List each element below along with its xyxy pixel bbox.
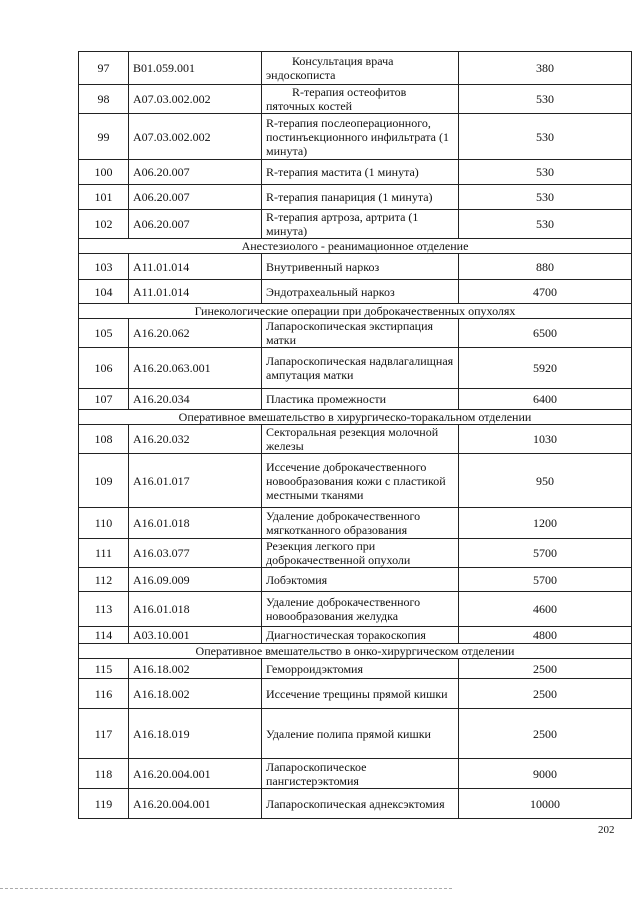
service-name: Резекция легкого при доброкачественной опухоли (262, 539, 459, 568)
table-row (79, 508, 632, 539)
section-heading: Анестезиолого - реанимационное отделение (79, 239, 632, 254)
table-row (79, 679, 632, 709)
table-row (79, 709, 632, 759)
service-code: A16.18.002 (129, 659, 262, 679)
service-code: A16.20.032 (129, 425, 262, 454)
table-row (79, 592, 632, 627)
service-code: A16.20.063.001 (129, 348, 262, 389)
service-price: 530 (459, 210, 632, 239)
service-price: 880 (459, 254, 632, 280)
service-code: A16.20.062 (129, 319, 262, 348)
table-row (79, 389, 632, 410)
service-name: Удаление полипа прямой кишки (262, 709, 459, 759)
service-code: A07.03.002.002 (129, 85, 262, 114)
table-row (79, 568, 632, 592)
table-row (79, 254, 632, 280)
service-code: A06.20.007 (129, 160, 262, 185)
row-number: 111 (79, 539, 129, 568)
row-number: 97 (79, 52, 129, 85)
service-code: A16.20.004.001 (129, 759, 262, 789)
section-row (79, 239, 632, 254)
service-code: A11.01.014 (129, 254, 262, 280)
service-price: 5700 (459, 539, 632, 568)
row-number: 102 (79, 210, 129, 239)
service-name: R-терапия панариция (1 минута) (262, 185, 459, 210)
service-code: A06.20.007 (129, 210, 262, 239)
service-price: 530 (459, 185, 632, 210)
service-price: 5700 (459, 568, 632, 592)
service-price: 4600 (459, 592, 632, 627)
table-row (79, 114, 632, 160)
service-price: 10000 (459, 789, 632, 819)
service-name: Иссечение доброкачественного новообразования кожи с пластикой местными тканями (262, 454, 459, 508)
table-row (79, 789, 632, 819)
row-number: 112 (79, 568, 129, 592)
service-price: 4700 (459, 280, 632, 304)
price-table (78, 51, 632, 819)
section-heading: Оперативное вмешательство в онко-хирургическом отделении (79, 644, 632, 659)
service-price: 1030 (459, 425, 632, 454)
service-name: R-терапия послеоперационного, постинъекционного инфильтрата (1 минута) (262, 114, 459, 160)
row-number: 117 (79, 709, 129, 759)
table-row (79, 454, 632, 508)
service-price: 2500 (459, 709, 632, 759)
service-name: Секторальная резекция молочной железы (262, 425, 459, 454)
service-price: 530 (459, 85, 632, 114)
row-number: 107 (79, 389, 129, 410)
service-name: Удаление доброкачественного новообразования желудка (262, 592, 459, 627)
table-row (79, 759, 632, 789)
service-code: A16.18.002 (129, 679, 262, 709)
service-code: B01.059.001 (129, 52, 262, 85)
table-row (79, 627, 632, 644)
table-row (79, 160, 632, 185)
service-code: A16.09.009 (129, 568, 262, 592)
service-code: A16.03.077 (129, 539, 262, 568)
table-row (79, 52, 632, 85)
service-name: Эндотрахеальный наркоз (262, 280, 459, 304)
service-code: A16.20.034 (129, 389, 262, 410)
section-heading: Гинекологические операции при доброкачественных опухолях (79, 304, 632, 319)
row-number: 109 (79, 454, 129, 508)
row-number: 99 (79, 114, 129, 160)
service-name: Удаление доброкачественного мягкотканного образования (262, 508, 459, 539)
service-code: A16.01.018 (129, 508, 262, 539)
service-price: 9000 (459, 759, 632, 789)
row-number: 113 (79, 592, 129, 627)
row-number: 104 (79, 280, 129, 304)
service-code: A03.10.001 (129, 627, 262, 644)
service-name: Пластика промежности (262, 389, 459, 410)
service-code: A16.01.017 (129, 454, 262, 508)
service-name: R-терапия остеофитов пяточных костей (262, 85, 459, 114)
table-row (79, 319, 632, 348)
service-code: A07.03.002.002 (129, 114, 262, 160)
service-name: Лапароскопическая надвлагалищная ампутация матки (262, 348, 459, 389)
service-price: 2500 (459, 659, 632, 679)
service-code: A16.18.019 (129, 709, 262, 759)
page-number: 202 (598, 824, 615, 836)
table-row (79, 210, 632, 239)
service-code: A16.20.004.001 (129, 789, 262, 819)
service-price: 1200 (459, 508, 632, 539)
table-row (79, 185, 632, 210)
table-row (79, 280, 632, 304)
service-price: 4800 (459, 627, 632, 644)
section-row (79, 304, 632, 319)
service-price: 6400 (459, 389, 632, 410)
service-code: A16.01.018 (129, 592, 262, 627)
service-name: R-терапия мастита (1 минута) (262, 160, 459, 185)
service-code: A11.01.014 (129, 280, 262, 304)
service-name: Лобэктомия (262, 568, 459, 592)
service-name: Иссечение трещины прямой кишки (262, 679, 459, 709)
service-name: Лапароскопическая экстирпация матки (262, 319, 459, 348)
section-row (79, 644, 632, 659)
service-name: R-терапия артроза, артрита (1 минута) (262, 210, 459, 239)
service-name: Геморроидэктомия (262, 659, 459, 679)
service-price: 5920 (459, 348, 632, 389)
service-price: 530 (459, 114, 632, 160)
service-price: 6500 (459, 319, 632, 348)
footer-rule (0, 888, 452, 889)
service-price: 2500 (459, 679, 632, 709)
row-number: 116 (79, 679, 129, 709)
price-table-body (79, 52, 632, 819)
row-number: 110 (79, 508, 129, 539)
service-code: A06.20.007 (129, 185, 262, 210)
section-row (79, 410, 632, 425)
service-name: Диагностическая торакоскопия (262, 627, 459, 644)
table-row (79, 425, 632, 454)
row-number: 106 (79, 348, 129, 389)
table-row (79, 348, 632, 389)
row-number: 119 (79, 789, 129, 819)
row-number: 105 (79, 319, 129, 348)
service-name: Внутривенный наркоз (262, 254, 459, 280)
row-number: 114 (79, 627, 129, 644)
table-row (79, 539, 632, 568)
row-number: 108 (79, 425, 129, 454)
service-price: 950 (459, 454, 632, 508)
section-heading: Оперативное вмешательство в хирургическо-торакальном отделении (79, 410, 632, 425)
service-name: Лапароскопическое пангистерэктомия (262, 759, 459, 789)
service-name: Консультация врача эндоскописта (262, 52, 459, 85)
table-row (79, 659, 632, 679)
row-number: 103 (79, 254, 129, 280)
service-price: 380 (459, 52, 632, 85)
table-row (79, 85, 632, 114)
service-name: Лапароскопическая аднексэктомия (262, 789, 459, 819)
service-price: 530 (459, 160, 632, 185)
row-number: 98 (79, 85, 129, 114)
row-number: 115 (79, 659, 129, 679)
row-number: 100 (79, 160, 129, 185)
row-number: 118 (79, 759, 129, 789)
row-number: 101 (79, 185, 129, 210)
